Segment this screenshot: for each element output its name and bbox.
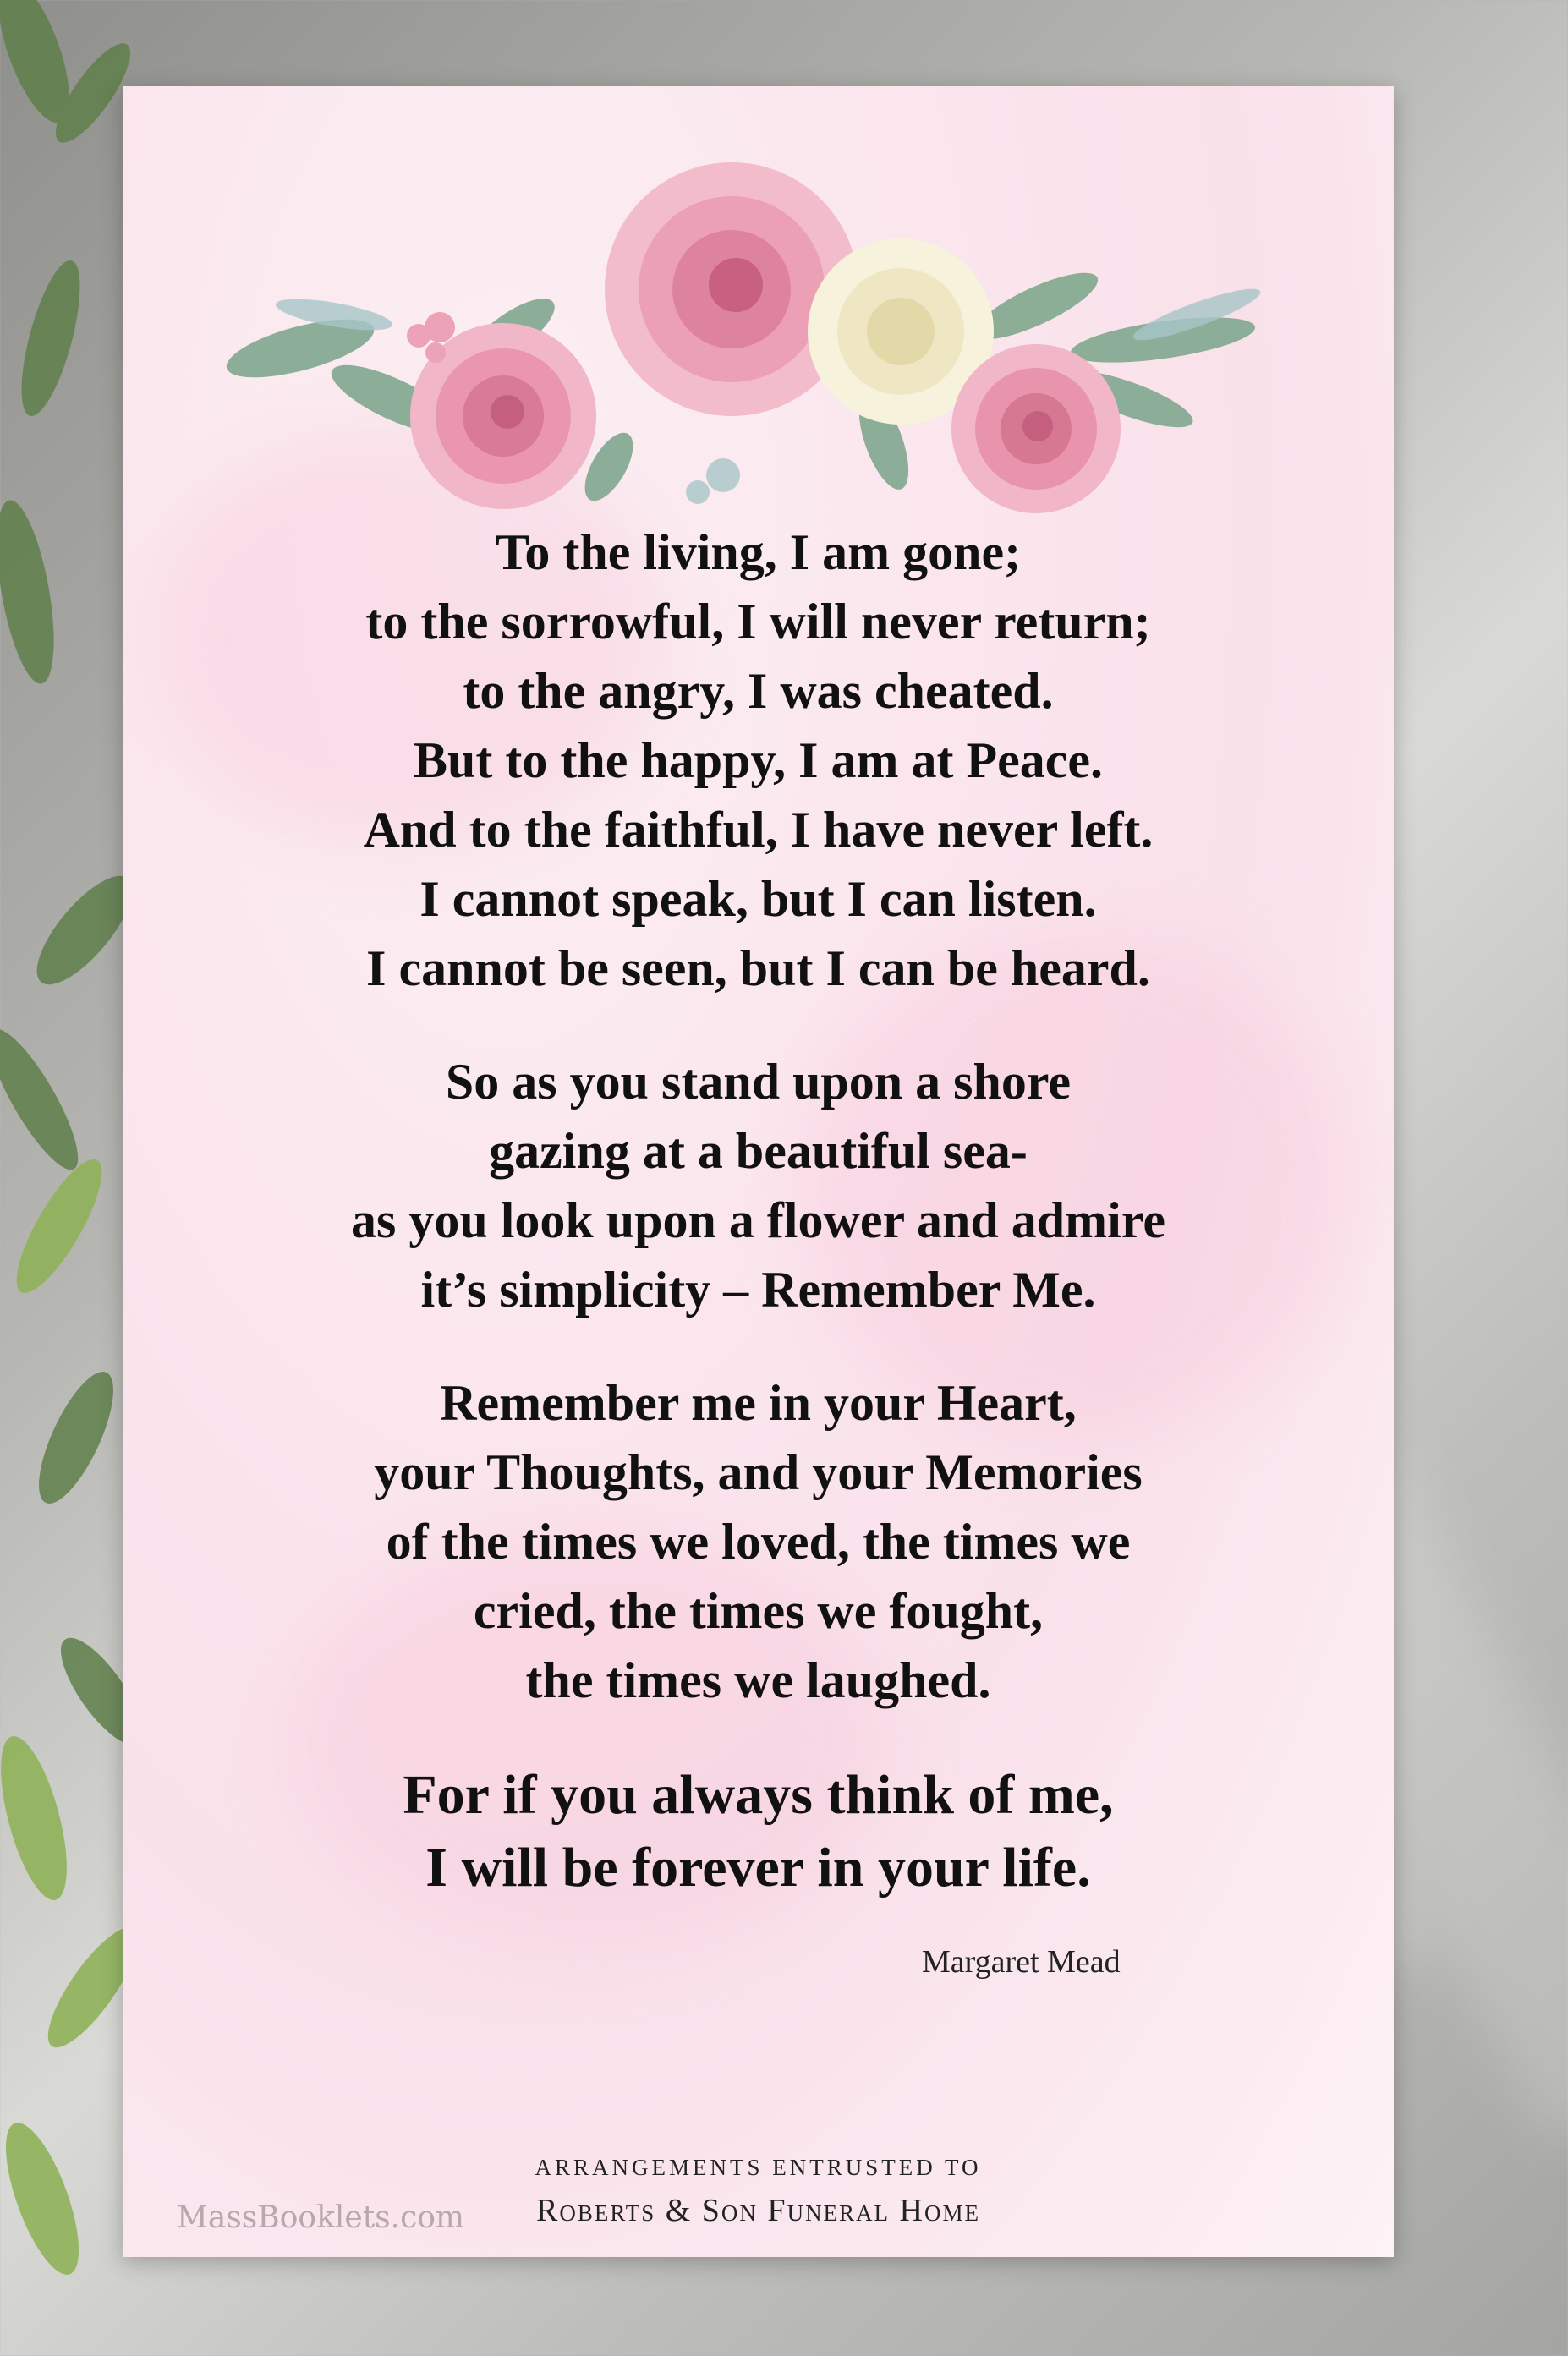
poem-line: gazing at a beautiful sea- — [489, 1123, 1028, 1179]
poem-line: it’s simplicity – Remember Me. — [420, 1262, 1096, 1318]
watermark-text: MassBooklets.com — [177, 2200, 465, 2235]
poem-line: I cannot speak, but I can listen. — [419, 871, 1097, 927]
poem-line: to the angry, I was cheated. — [463, 663, 1054, 719]
poem-stanza — [123, 518, 1394, 1003]
poem-stanza — [123, 1368, 1394, 1715]
poem-line: the times we laughed. — [525, 1652, 991, 1708]
prayer-card — [123, 86, 1394, 2257]
poem-line: as you look upon a flower and admire — [351, 1192, 1165, 1248]
poem-line: cried, the times we fought, — [473, 1583, 1044, 1639]
poem-line: So as you stand upon a shore — [445, 1054, 1072, 1110]
poem-line: I will be forever in your life. — [425, 1837, 1091, 1898]
poem-line: I cannot be seen, but I can be heard. — [366, 940, 1150, 996]
poem-text — [123, 518, 1394, 1948]
poem-line: Remember me in your Heart, — [440, 1375, 1077, 1431]
poem-stanza — [123, 1047, 1394, 1324]
poem-line: But to the happy, I am at Peace. — [414, 732, 1103, 788]
arrangements-label: ARRANGEMENTS ENTRUSTED TO — [535, 2155, 982, 2180]
poem-stanza-final — [123, 1759, 1394, 1904]
rose-garland-icon — [224, 120, 1290, 543]
poem-line: to the sorrowful, I will never return; — [365, 594, 1151, 649]
poem-line: of the times we loved, the times we — [386, 1514, 1131, 1570]
poem-line: For if you always think of me, — [403, 1764, 1114, 1826]
poem-line: To the living, I am gone; — [495, 524, 1022, 580]
poem-line: And to the faithful, I have never left. — [363, 802, 1154, 857]
poem-author: Margaret Mead — [922, 1944, 1121, 1980]
poem-line: your Thoughts, and your Memories — [374, 1444, 1143, 1500]
funeral-home-name: Roberts & Son Funeral Home — [536, 2193, 980, 2228]
